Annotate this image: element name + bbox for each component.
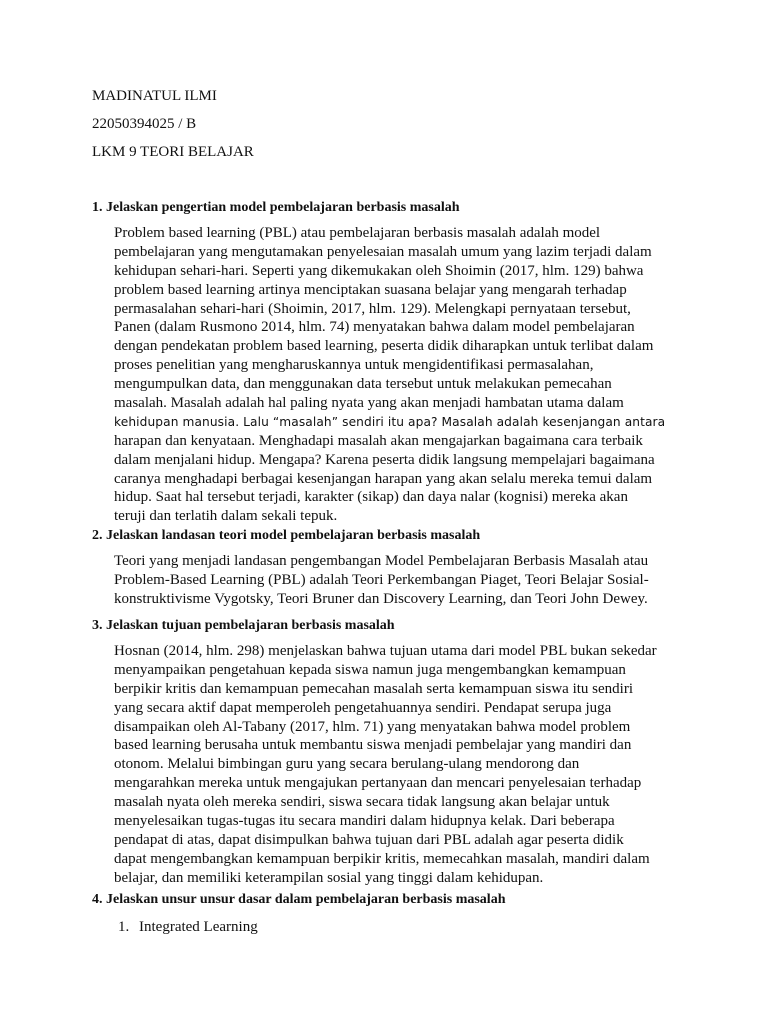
paragraph-line: masalah. Masalah adalah hal paling nyata yang akan menjadi hambatan utama dalam — [114, 395, 624, 412]
paragraph-line: Problem-Based Learning (PBL) adalah Teori Perkembangan Piaget, Teori Belajar Sosial- — [114, 571, 649, 588]
paragraph-line: berpikir kritis dan kemampuan pemecahan masalah serta kemampuan siswa itu sendiri — [114, 680, 634, 697]
paragraph-line: Hosnan (2014, hlm. 298) menjelaskan bahwa tujuan utama dari model PBL bukan sekedar — [114, 643, 657, 659]
paragraph-line: yang secara aktif dapat memperoleh pengetahuannya sendiri. Pendapat serupa juga — [114, 699, 612, 716]
paragraph-line: dapat mengembangkan kemampuan berpikir kritis, memecahkan masalah, mandiri dalam — [114, 850, 650, 867]
paragraph-line: based learning berusaha untuk membantu siswa menjadi pembelajar yang mandiri dan — [114, 737, 632, 754]
question-3-heading: 3. Jelaskan tujuan pembelajaran berbasis masalah — [92, 618, 395, 633]
answer-1-paragraph — [114, 224, 674, 526]
paragraph-line: problem based learning artinya menciptakan suasana belajar yang mengarah terhadap — [114, 281, 627, 298]
answer-3-paragraph — [114, 642, 674, 888]
question-4-heading: 4. Jelaskan unsur unsur dasar dalam pembelajaran berbasis masalah — [92, 892, 506, 907]
student-id-class: 22050394025 / B — [92, 116, 197, 132]
paragraph-line: pendapat di atas, dapat disimpulkan bahwa tujuan dari PBL adalah agar peserta didik — [114, 831, 624, 848]
paragraph-line: mengumpulkan data, dan menggunakan data tersebut untuk melakukan pemecahan — [114, 376, 612, 393]
question-1-heading: 1. Jelaskan pengertian model pembelajaran berbasis masalah — [92, 200, 460, 215]
paragraph-line: hidup. Saat hal tersebut terjadi, karakter (sikap) dan daya nalar (kognisi) mereka akan — [114, 489, 628, 506]
author-name: MADINATUL ILMI — [92, 88, 217, 104]
paragraph-line: menyelesaikan tugas-tugas itu secara mandiri dalam hidupnya kelak. Dari beberapa — [114, 813, 615, 830]
list-item-text: Integrated Learning — [139, 919, 258, 935]
paragraph-line: kehidupan manusia. Lalu “masalah” sendiri itu apa? Masalah adalah kesenjangan antara — [114, 414, 666, 429]
list-item-number: 1. — [118, 919, 130, 935]
paragraph-line: Panen (dalam Rusmono 2014, hlm. 74) menyatakan bahwa dalam model pembelajaran — [114, 319, 635, 336]
paragraph-line: caranya menghadapi berbagai kesenjangan harapan yang akan selalu mereka temui dalam — [114, 470, 653, 487]
paragraph-line: masalah nyata oleh mereka sendiri, siswa secara tidak langsung akan belajar untuk — [114, 794, 610, 811]
answer-2-paragraph — [114, 552, 674, 609]
question-2-heading: 2. Jelaskan landasan teori model pembelajaran berbasis masalah — [92, 528, 481, 543]
paragraph-line: menyampaikan pengetahuan kepada siswa namun juga mengembangkan kemampuan — [114, 661, 626, 678]
paragraph-line: proses penelitian yang mengharuskannya untuk mengidentifikasi permasalahan, — [114, 357, 594, 374]
paragraph-line: pembelajaran yang mengutamakan penyelesaian masalah umum yang lazim terjadi dalam — [114, 243, 652, 260]
paragraph-line: kehidupan sehari-hari. Seperti yang dikemukakan oleh Shoimin (2017, hlm. 129) bahwa — [114, 262, 644, 279]
paragraph-line: permasalahan sehari-hari (Shoimin, 2017, hlm. 129). Melengkapi pernyataan tersebut, — [114, 300, 631, 317]
paragraph-line: dengan pendekatan problem based learning, peserta didik diharapkan untuk terlibat dalam — [114, 338, 654, 355]
paragraph-line: harapan dan kenyataan. Menghadapi masalah akan mengajarkan bagaimana cara terbaik — [114, 432, 643, 449]
paragraph-line: mengarahkan mereka untuk mengajukan pertanyaan dan mencari penyelesaian terhadap — [114, 775, 642, 792]
paragraph-line: otonom. Melalui bimbingan guru yang secara berulang-ulang mendorong dan — [114, 756, 580, 773]
paragraph-line: Problem based learning (PBL) atau pembelajaran berbasis masalah adalah model — [114, 225, 601, 241]
paragraph-line: konstruktivisme Vygotsky, Teori Bruner dan Discovery Learning, dan Teori John Dewey. — [114, 590, 648, 607]
paragraph-line: disampaikan oleh Al-Tabany (2017, hlm. 71) yang menyatakan bahwa model problem — [114, 718, 631, 735]
document-title: LKM 9 TEORI BELAJAR — [92, 144, 254, 160]
paragraph-line: teruji dan terlatih dalam sekali tepuk. — [114, 508, 338, 525]
list-item — [118, 918, 258, 936]
paragraph-line: belajar, dan memiliki keterampilan sosial yang tinggi dalam kehidupan. — [114, 869, 544, 886]
paragraph-line: dalam menjalani hidup. Mengapa? Karena peserta didik langsung mempelajari bagaimana — [114, 451, 655, 468]
paragraph-line: Teori yang menjadi landasan pengembangan Model Pembelajaran Berbasis Masalah atau — [114, 553, 649, 569]
